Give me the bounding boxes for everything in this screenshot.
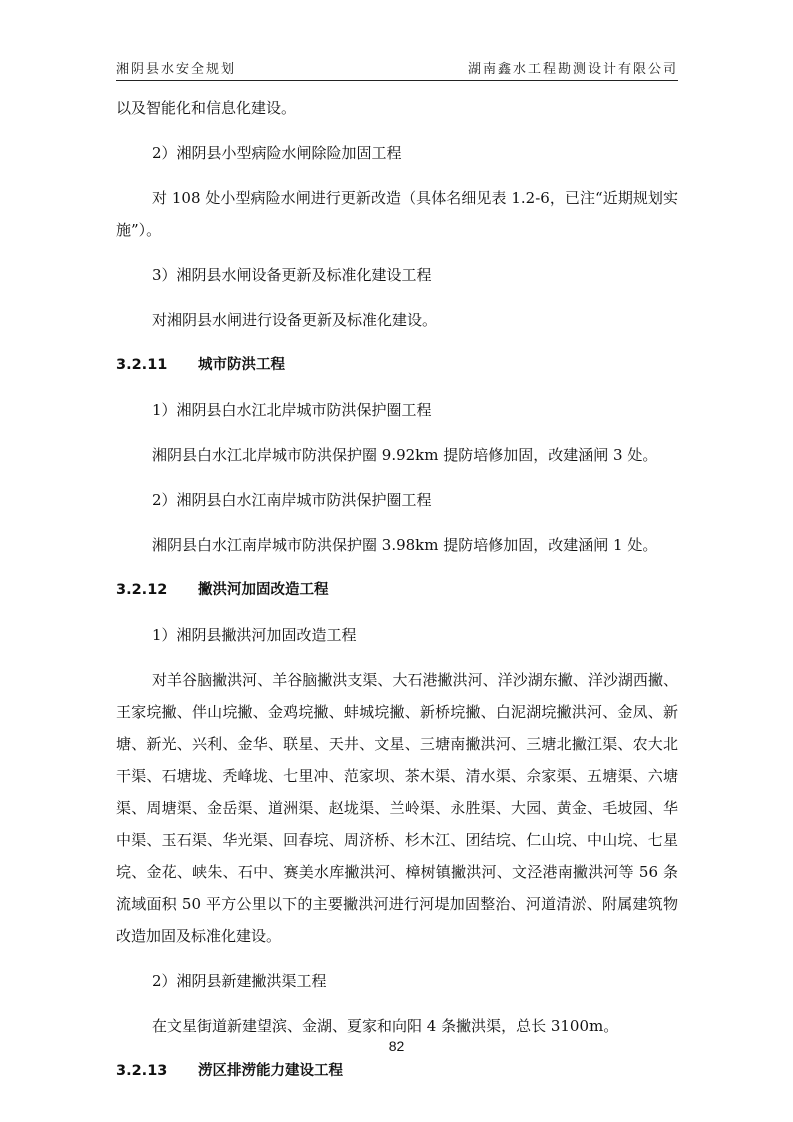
section-number: 3.2.13 <box>116 1063 168 1079</box>
section-number: 3.2.11 <box>116 357 168 373</box>
section-number: 3.2.12 <box>116 582 168 598</box>
item-heading: 1）湘阴县撇洪河加固改造工程 <box>152 626 357 644</box>
section-heading <box>116 349 678 381</box>
section-heading <box>116 574 678 606</box>
header-document-title: 湘阴县水安全规划 <box>116 62 237 77</box>
section-heading <box>116 1055 678 1087</box>
paragraph: 在文星街道新建望滨、金湖、夏家和向阳 4 条撇洪渠，总长 3100m。 <box>152 1017 619 1035</box>
item-heading: 3）湘阴县水闸设备更新及标准化建设工程 <box>152 266 432 284</box>
paragraph: 对羊谷脑撇洪河、羊谷脑撇洪支渠、大石港撇洪河、洋沙湖东撇、洋沙湖西撇、王家垸撇、伴山垸撇、金鸡垸撇、蚌城垸撇、新桥垸撇、白泥湖垸撇洪河、金凤、新塘、新光、兴利、金华、联星、天井、文星、三塘南撇洪河、三塘北撇江渠、农大北干渠、石塘垅、秃峰垅、七里冲、范家坝、茶木渠、清水渠、佘家渠、五塘渠、六塘渠、周塘渠、金岳渠、道洲渠、赵垅渠、兰岭渠、永胜渠、大园、黄金、毛坡园、华中渠、玉石渠、华光渠、回春垸、周济桥、杉木江、团结垸、仁山垸、中山垸、七星垸、金花、峡朱、石中、赛美水库撇洪河、樟树镇撇洪河、文泾港南撇洪河等 56 条流域面积 50 平方公里以下的主要撇洪河进行河堤加固整治、河道清淤、附属建筑物改造加固及标准化建设。 <box>116 671 678 945</box>
body-content <box>116 92 678 1087</box>
section-title: 城市防洪工程 <box>198 357 285 373</box>
paragraph: 对湘阴县水闸进行设备更新及标准化建设。 <box>152 311 438 329</box>
item-heading: 2）湘阴县小型病险水闸除险加固工程 <box>152 144 402 162</box>
item-heading: 2）湘阴县白水江南岸城市防洪保护圈工程 <box>152 491 432 509</box>
section-title: 涝区排涝能力建设工程 <box>198 1063 343 1079</box>
item-heading: 2）湘阴县新建撇洪渠工程 <box>152 972 327 990</box>
paragraph: 湘阴县白水江北岸城市防洪保护圈 9.92km 提防培修加固，改建涵闸 3 处。 <box>152 446 658 464</box>
header-company-name: 湖南鑫水工程勘测设计有限公司 <box>467 62 678 77</box>
section-title: 撇洪河加固改造工程 <box>198 582 329 598</box>
header-divider <box>116 80 678 81</box>
paragraph: 对 108 处小型病险水闸进行更新改造（具体名细见表 1.2-6，已注“近期规划实施”）。 <box>116 189 678 239</box>
paragraph: 湘阴县白水江南岸城市防洪保护圈 3.98km 提防培修加固，改建涵闸 1 处。 <box>152 536 658 554</box>
item-heading: 1）湘阴县白水江北岸城市防洪保护圈工程 <box>152 401 432 419</box>
paragraph: 以及智能化和信息化建设。 <box>116 99 297 117</box>
page-number: 82 <box>388 1038 405 1054</box>
running-header <box>116 55 678 77</box>
